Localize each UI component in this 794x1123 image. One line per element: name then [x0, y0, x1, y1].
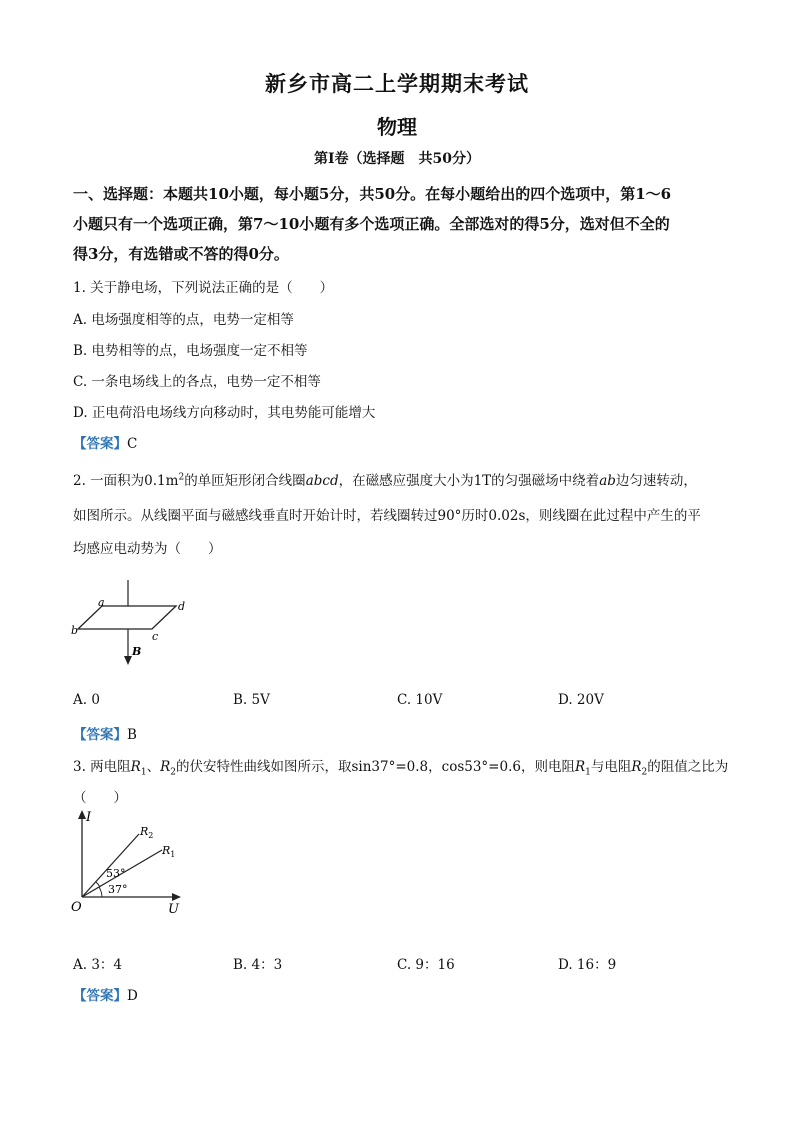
iv-graph-figure: [62, 805, 192, 920]
q2-coil-name: abcd: [305, 473, 339, 489]
q2-stem-part: 2. 一面积为: [73, 473, 145, 489]
q3-stem-part: 的伏安特性曲线如图所示，取: [175, 759, 352, 775]
q1-option-b: B. 电势相等的点，电场强度一定不相等: [73, 343, 308, 359]
q3-stem-part: 3. 两电阻: [73, 759, 131, 775]
label-c: c: [152, 630, 159, 643]
q2-stem-part: 的单匝矩形闭合线圈: [184, 473, 306, 489]
q2-choice-a: A. 0: [73, 692, 100, 708]
q3-sep: 、: [146, 759, 161, 775]
q3-stem-part: 与电阻: [590, 759, 632, 775]
q3-choice-d: D. 16：9: [558, 957, 617, 973]
q2-stem-part: ，在磁感应强度大小为1T的匀强磁场中绕着: [338, 473, 600, 489]
q2-answer: [73, 723, 137, 743]
label-O: O: [71, 900, 82, 915]
q2-stem-line-3: 均感应电动势为（ ）: [73, 541, 222, 557]
coil-figure: [66, 578, 196, 673]
answer-value: B: [127, 727, 137, 743]
q2-stem-line-2: 如图所示。从线圈平面与磁感线垂直时开始计时，若线圈转过90°历时0.02s，则线圈在此过程中产生的平: [73, 508, 701, 524]
label-angle-37: 37°: [108, 883, 128, 896]
q3-r1: R: [574, 759, 586, 775]
q3-r2: R: [160, 759, 171, 775]
i-axis-arrow-icon: [78, 810, 86, 819]
q1-option-c: C. 一条电场线上的各点，电势一定不相等: [73, 374, 321, 390]
label-B: B: [132, 645, 142, 658]
angle-arc-53: [96, 882, 100, 887]
q1-option-a: A. 电场强度相等的点，电势一定相等: [73, 312, 294, 328]
label-U: U: [168, 902, 179, 917]
q3-r1-sub: 1: [140, 767, 147, 778]
answer-label: 【答案】: [73, 727, 127, 743]
q3-choice-a: A. 3：4: [73, 957, 123, 973]
label-a: a: [98, 596, 105, 609]
instructions-line-1: 一、选择题：本题共10小题，每小题5分，共50分。在每小题给出的四个选项中，第1～6: [73, 185, 672, 203]
answer-label: 【答案】: [73, 988, 127, 1004]
instructions-line-2: 小题只有一个选项正确，第7～10小题有多个选项正确。全部选对的得5分，选对但不全的: [73, 215, 670, 233]
angle-arc-37: [99, 887, 102, 897]
field-arrow-icon: [124, 656, 132, 665]
q1-option-d: D. 正电荷沿电场线方向移动时，其电势能可能增大: [73, 405, 376, 421]
q2-choice-c: C. 10V: [397, 692, 443, 708]
q3-choice-c: C. 9：16: [397, 957, 455, 973]
q2-stem-part: 边匀速转动，: [615, 473, 697, 489]
q2-stem-line-1: [73, 469, 697, 489]
label-angle-53: 53°: [106, 867, 126, 880]
q3-choice-b: B. 4：3: [233, 957, 283, 973]
label-d: d: [178, 600, 186, 613]
q3-r1: R: [130, 759, 141, 775]
q1-answer: [73, 432, 137, 452]
q1-stem: 1. 关于静电场，下列说法正确的是（ ）: [73, 280, 334, 296]
q3-stem-line-1: [73, 755, 728, 778]
label-b: b: [71, 624, 79, 637]
answer-value: C: [127, 436, 138, 452]
q3-answer: [73, 984, 138, 1004]
u-axis-arrow-icon: [172, 893, 181, 901]
q2-choice-d: D. 20V: [558, 692, 604, 708]
q3-stem-line-2: （ ）: [73, 790, 127, 806]
exam-title: 新乡市高二上学期期末考试: [265, 71, 529, 96]
q3-stem-part: 则电阻: [534, 759, 575, 775]
q3-trig-values: sin37°=0.8，cos53°=0.6，: [351, 759, 535, 775]
instructions-line-3: 得3分，有选错或不答的得0分。: [73, 245, 289, 263]
answer-label: 【答案】: [73, 436, 127, 452]
q2-area: 0.1m: [144, 473, 179, 489]
q3-stem-part: 的阻值之比为: [647, 759, 729, 775]
subject-title: 物理: [377, 115, 417, 139]
q2-area-exponent: 2: [178, 472, 185, 483]
q3-r2-sub: 2: [170, 767, 176, 778]
q2-choice-b: B. 5V: [233, 692, 270, 708]
q3-r1-sub: 1: [585, 767, 591, 778]
q3-r2-sub: 2: [641, 767, 648, 778]
label-R1: $R_1$: [162, 844, 176, 859]
q2-axis-name: ab: [599, 473, 616, 489]
label-I: I: [86, 810, 92, 825]
q3-r2: R: [631, 759, 642, 775]
answer-value: D: [127, 988, 138, 1004]
label-R2: $R_2$: [140, 825, 154, 840]
section-heading: 第Ⅰ卷（选择题 共50分）: [313, 151, 481, 167]
coil-rectangle: [78, 606, 176, 629]
